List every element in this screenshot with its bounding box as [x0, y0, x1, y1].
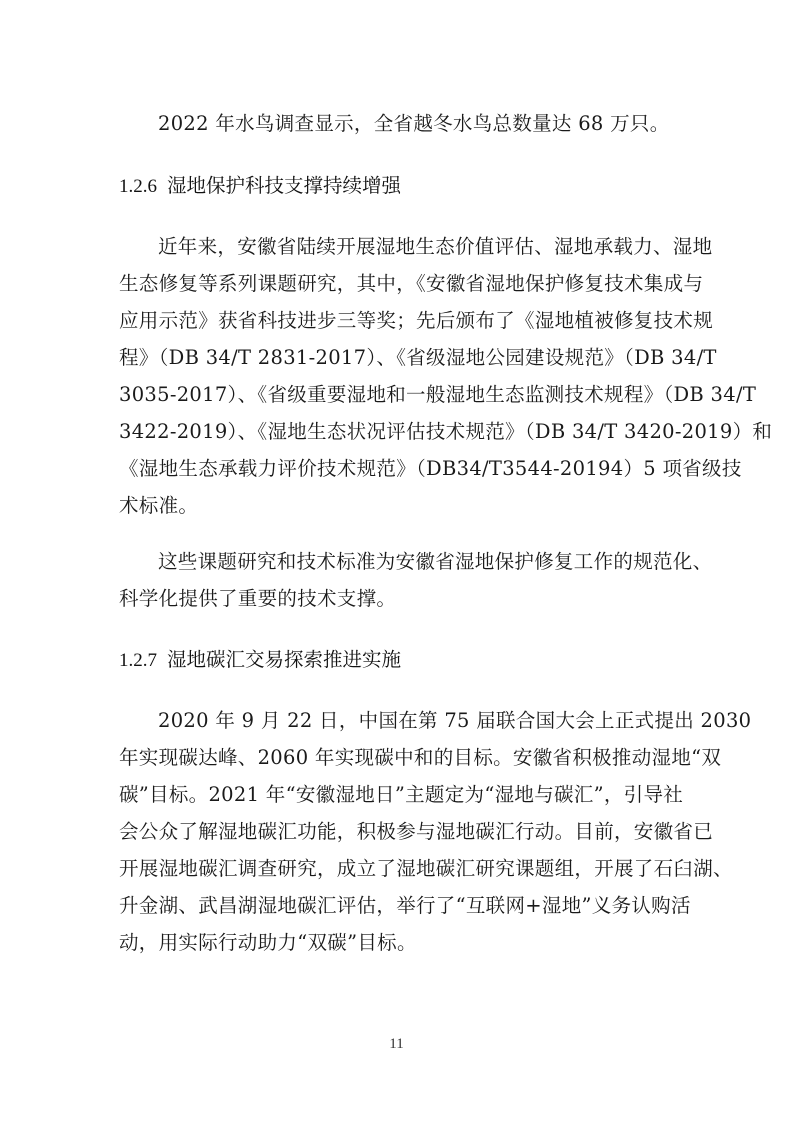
- section-number: 1.2.6: [119, 176, 157, 197]
- text-line: 近年来，安徽省陆续开展湿地生态价值评估、湿地承载力、湿地: [158, 235, 713, 258]
- text-line: 年实现碳达峰、2060 年实现碳中和的目标。安徽省积极推动湿地“双: [119, 746, 722, 769]
- text-line: 术标准。: [119, 494, 199, 517]
- section-heading-1-2-7: [119, 646, 401, 675]
- text-line: 碳”目标。2021 年“安徽湿地日”主题定为“湿地与碳汇”，引导社: [119, 783, 684, 806]
- text-line: 会公众了解湿地碳汇功能，积极参与湿地碳汇行动。目前，安徽省已: [119, 820, 714, 843]
- text-line: 这些课题研究和技术标准为安徽省湿地保护修复工作的规范化、: [158, 550, 713, 573]
- text-line: 《湿地生态承载力评价技术规范》（DB34/T3544-20194）5 项省级技: [119, 457, 742, 480]
- section-title: 湿地碳汇交易探索推进实施: [167, 648, 402, 671]
- text-line: 开展湿地碳汇调查研究，成立了湿地碳汇研究课题组，开展了石臼湖、: [119, 857, 733, 880]
- text-line: 3035-2017）、《省级重要湿地和一般湿地生态监测技术规程》（DB 34/T: [119, 383, 757, 406]
- text-line: 升金湖、武昌湖湿地碳汇评估，举行了“互联网+湿地”义务认购活: [119, 894, 691, 917]
- section-number: 1.2.7: [119, 650, 157, 671]
- intro-paragraph: 2022 年水鸟调查显示，全省越冬水鸟总数量达 68 万只。: [158, 112, 670, 135]
- text-line: 2020 年 9 月 22 日，中国在第 75 届联合国大会上正式提出 2030: [158, 709, 752, 732]
- section-heading-1-2-6: [119, 172, 401, 201]
- text-line: 科学化提供了重要的技术支撑。: [119, 587, 397, 610]
- text-line: 3422-2019）、《湿地生态状况评估技术规范》（DB 34/T 3420-2019）和: [119, 420, 773, 443]
- page-number: 11: [389, 1036, 404, 1052]
- text-line: 应用示范》获省科技进步三等奖；先后颁布了《湿地植被修复技术规: [119, 309, 714, 332]
- text-line: 生态修复等系列课题研究，其中，《安徽省湿地保护修复技术集成与: [119, 272, 704, 295]
- text-line: 动，用实际行动助力“双碳”目标。: [119, 931, 417, 954]
- section-title: 湿地保护科技支撑持续增强: [167, 174, 402, 197]
- text-line: 程》（DB 34/T 2831-2017）、《省级湿地公园建设规范》（DB 34/T: [119, 346, 717, 369]
